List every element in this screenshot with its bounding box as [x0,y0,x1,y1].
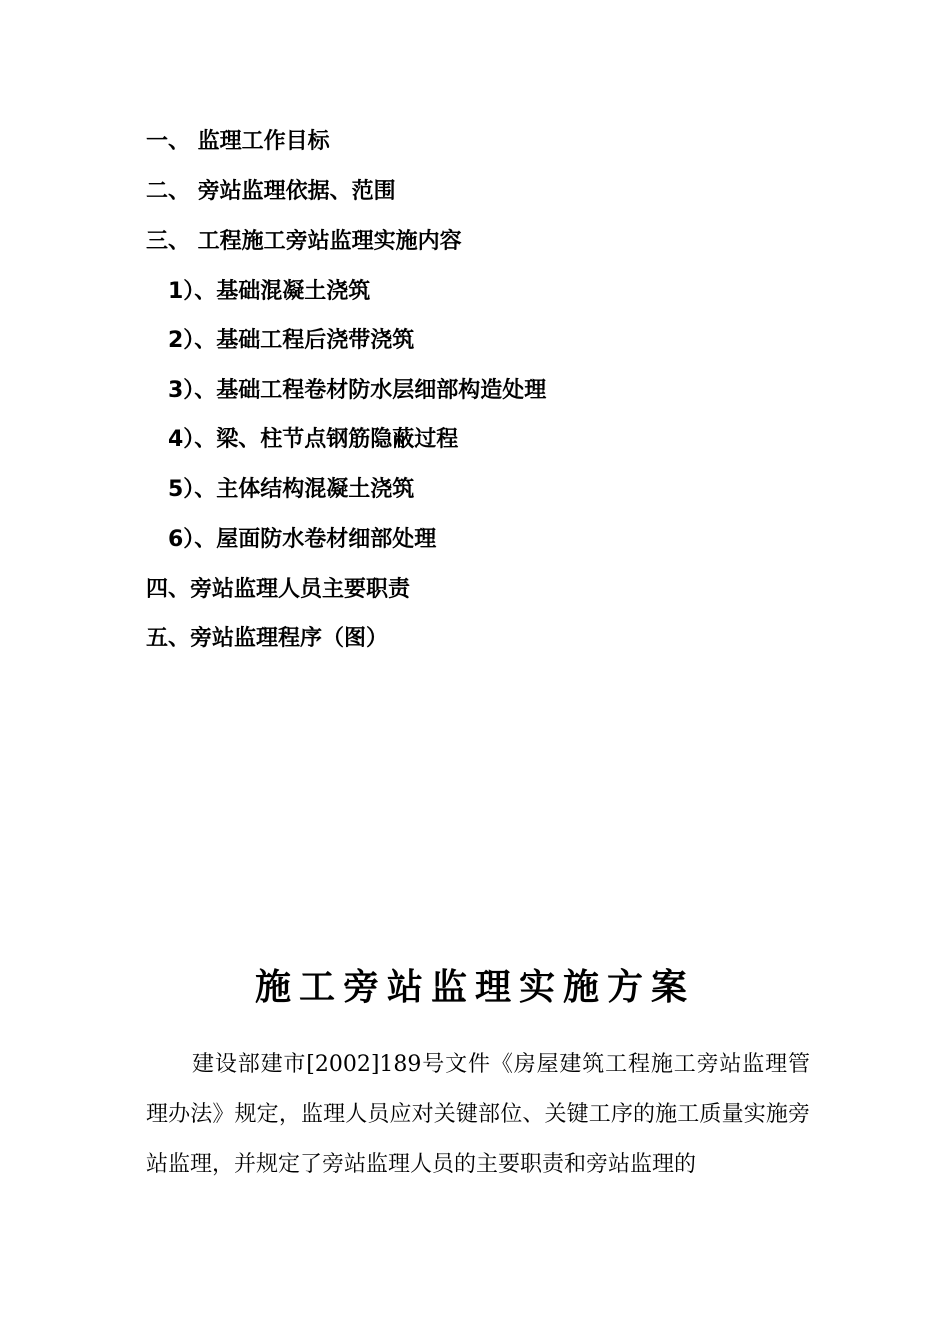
toc-subitem-6: 6）、屋面防水卷材细部处理 [168,527,437,552]
toc-subitem-3: 3）、基础工程卷材防水层细部构造处理 [168,378,547,403]
toc-subitem-2: 2）、基础工程后浇带浇筑 [168,328,415,353]
toc-item-2: 二、 旁站监理依据、范围 [146,179,396,204]
toc-item-4: 四、旁站监理人员主要职责 [146,577,411,602]
document-title: 施工旁站监理实施方案 [254,966,695,1008]
toc-subitem-1: 1）、基础混凝土浇筑 [168,279,371,304]
toc-subitem-5: 5）、主体结构混凝土浇筑 [168,477,415,502]
toc-item-5: 五、旁站监理程序（图） [146,626,389,651]
intro-paragraph: 建设部建市[2002]189号文件《房屋建筑工程施工旁站监理管理办法》规定，监理人员应对关键部位、关键工序的施工质量实施旁站监理，并规定了旁站监理人员的主要职责和旁站监理的 [146,1052,810,1177]
toc-subitem-4: 4）、梁、柱节点钢筋隐蔽过程 [168,427,459,452]
toc-item-1: 一、 监理工作目标 [146,129,330,154]
toc-item-3: 三、 工程施工旁站监理实施内容 [146,229,462,254]
